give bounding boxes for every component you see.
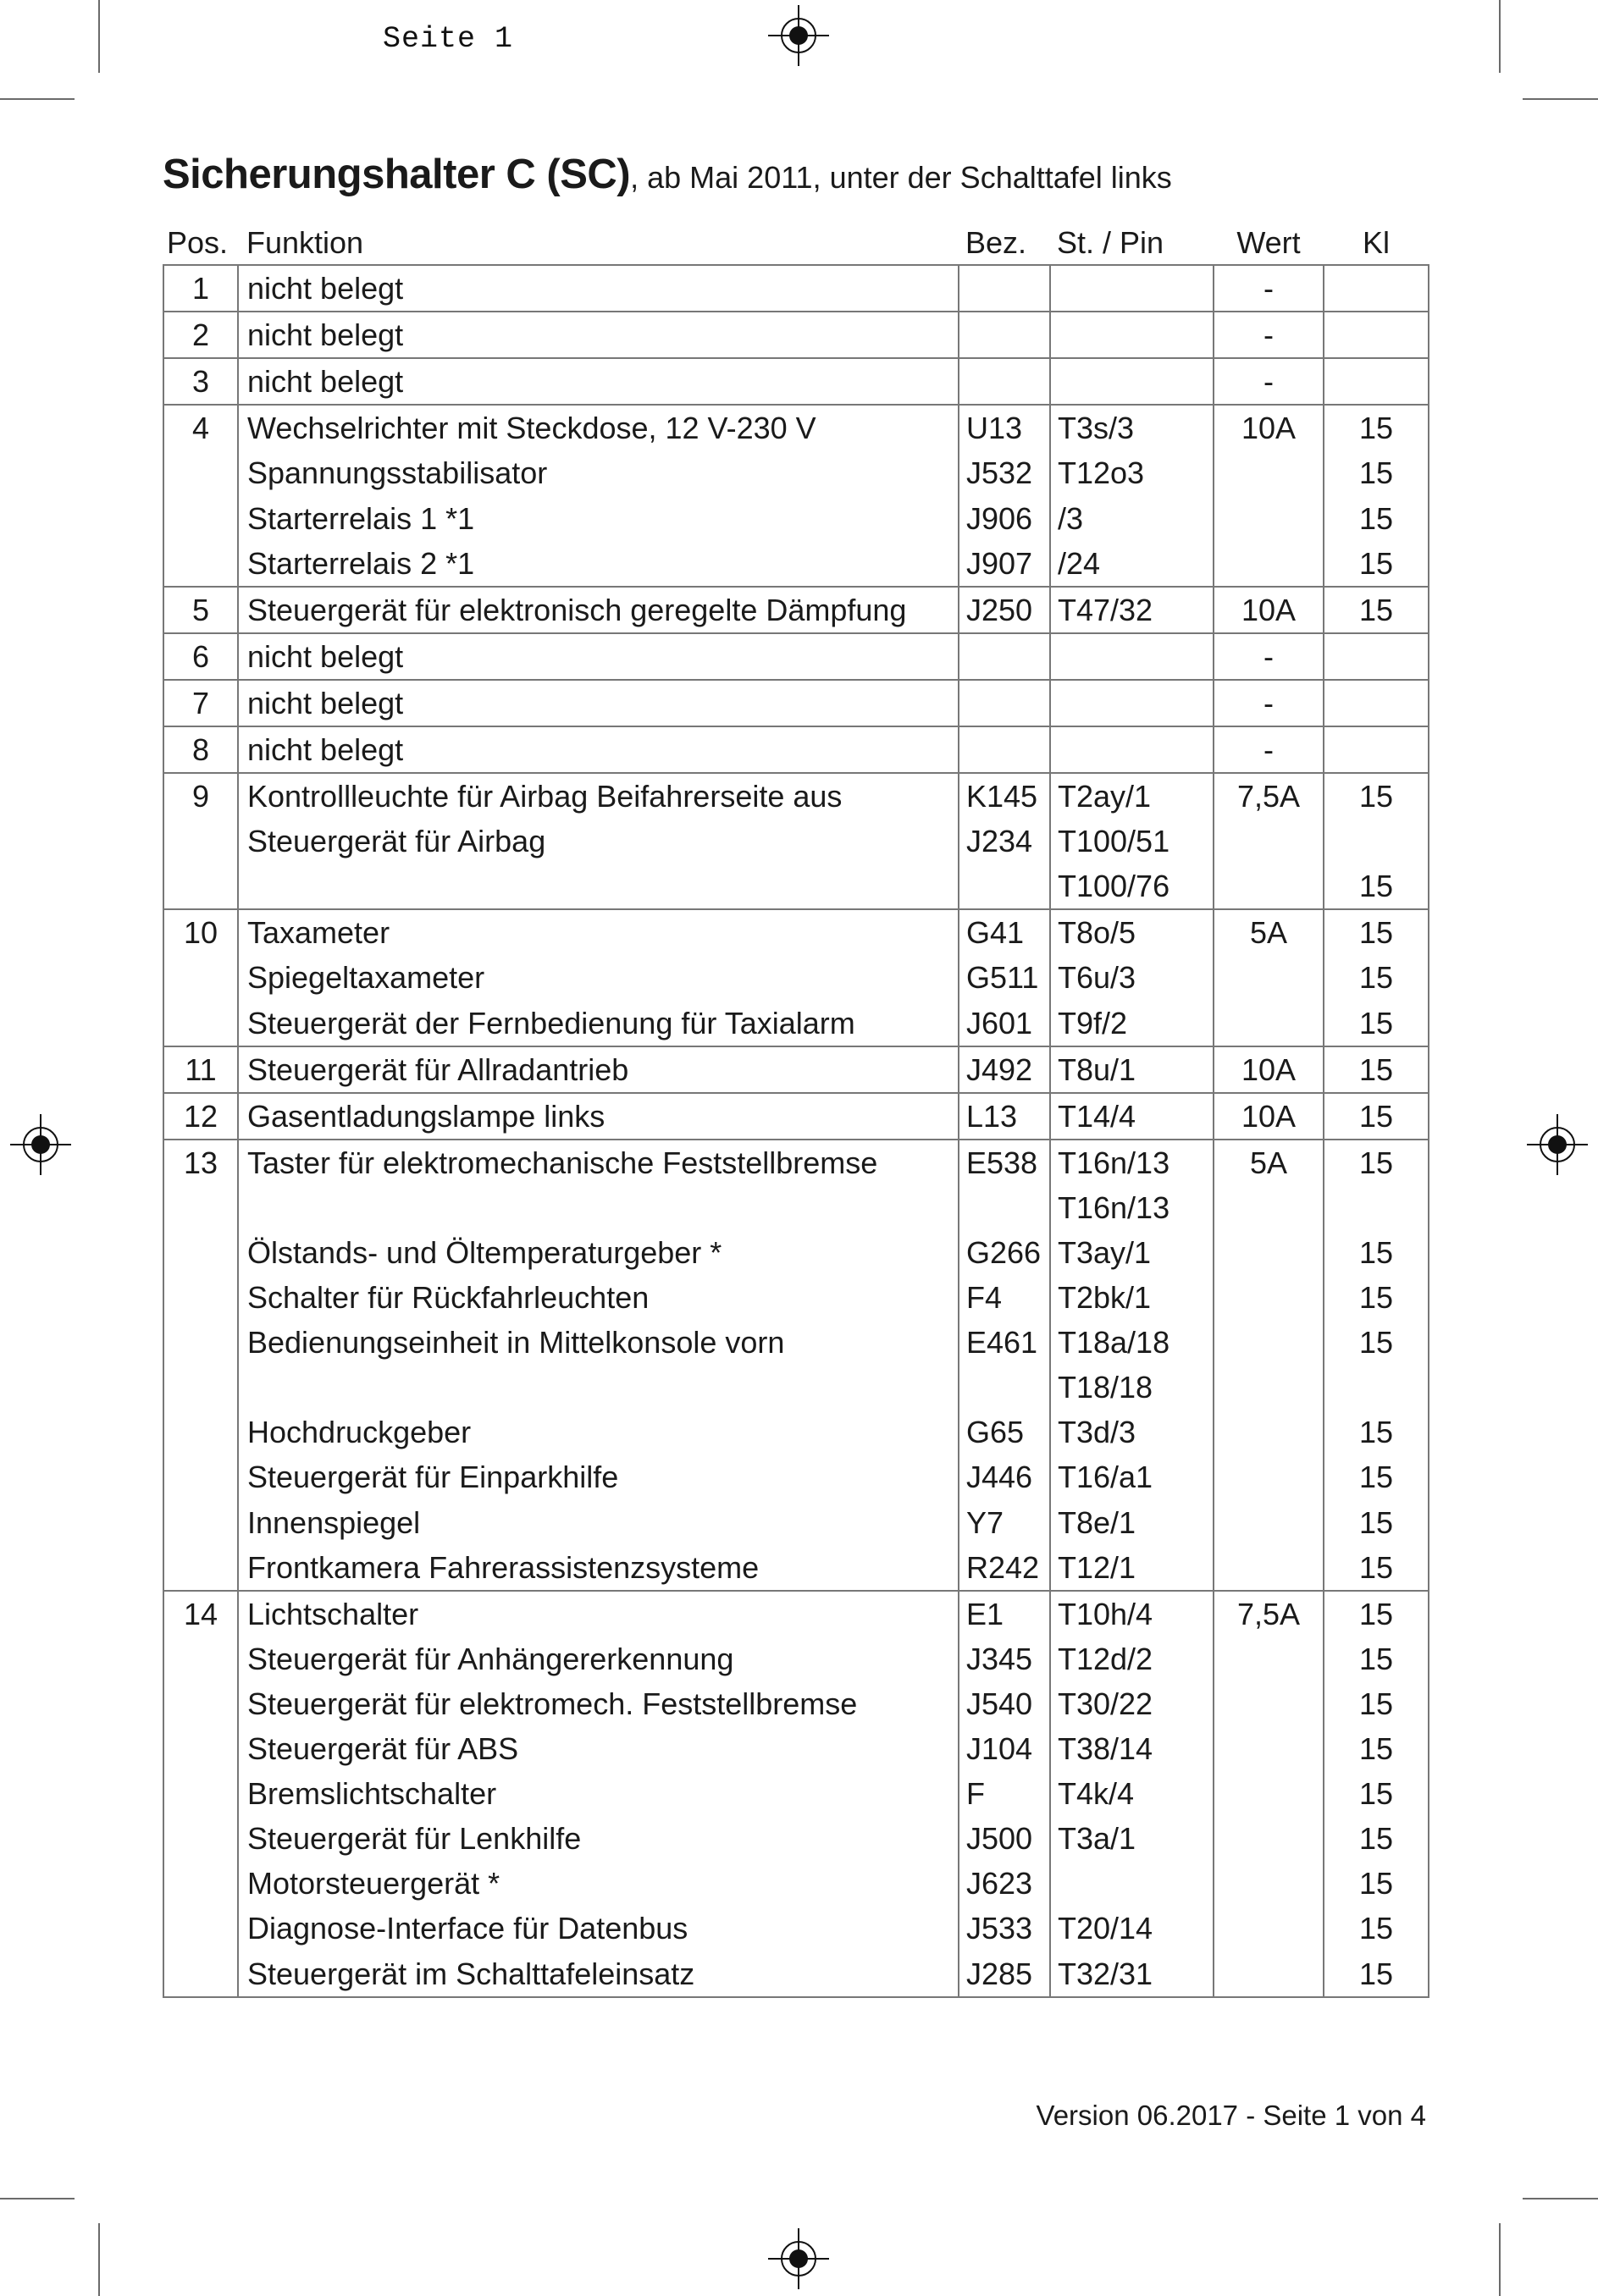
cell-wert: 5A xyxy=(1214,1140,1324,1185)
table-row xyxy=(163,358,1429,405)
cell-bez: E1 xyxy=(959,1591,1050,1636)
cell-funktion: Steuergerät der Fernbedienung für Taxialarm xyxy=(238,1001,959,1046)
cell-bez: J492 xyxy=(959,1046,1050,1093)
cell-pin: T3s/3 xyxy=(1050,405,1214,450)
cell-pos xyxy=(163,450,238,495)
cell-funktion: Hochdruckgeber xyxy=(238,1410,959,1454)
cell-funktion: Steuergerät für elektromech. Feststellbremse xyxy=(238,1681,959,1726)
cell-pos xyxy=(163,955,238,1000)
cell-kl xyxy=(1324,312,1429,358)
cell-bez: G41 xyxy=(959,909,1050,955)
cell-pos: 13 xyxy=(163,1140,238,1185)
cell-pin xyxy=(1050,312,1214,358)
cell-kl xyxy=(1324,633,1429,680)
cell-pin: T100/51 xyxy=(1050,819,1214,864)
cell-funktion: nicht belegt xyxy=(238,312,959,358)
cell-kl: 15 xyxy=(1324,955,1429,1000)
cell-wert xyxy=(1214,1410,1324,1454)
cell-pos: 1 xyxy=(163,265,238,312)
cell-pos xyxy=(163,1500,238,1545)
cell-pos xyxy=(163,1230,238,1275)
crop-mark xyxy=(0,2198,75,2199)
column-header-pin: St. / Pin xyxy=(1057,225,1164,260)
cell-wert xyxy=(1214,1906,1324,1951)
cell-pin: /24 xyxy=(1050,541,1214,587)
fuse-table xyxy=(163,222,1429,1998)
cell-pos xyxy=(163,1816,238,1861)
cell-bez: J533 xyxy=(959,1906,1050,1951)
cell-funktion: Lichtschalter xyxy=(238,1591,959,1636)
cell-kl: 15 xyxy=(1324,1140,1429,1185)
cell-kl: 15 xyxy=(1324,1951,1429,1996)
cell-wert: - xyxy=(1214,358,1324,405)
cell-wert xyxy=(1214,495,1324,540)
cell-kl: 15 xyxy=(1324,450,1429,495)
table-row xyxy=(163,1771,1429,1816)
cell-pos: 8 xyxy=(163,726,238,773)
cell-bez xyxy=(959,726,1050,773)
cell-pin: T20/14 xyxy=(1050,1906,1214,1951)
page-title xyxy=(163,151,1172,198)
table-row xyxy=(163,450,1429,495)
table-row xyxy=(163,633,1429,680)
cell-bez xyxy=(959,312,1050,358)
column-header-kl: Kl xyxy=(1362,225,1390,260)
cell-pos xyxy=(163,1275,238,1320)
cell-kl xyxy=(1324,358,1429,405)
table-row xyxy=(163,1410,1429,1454)
crop-mark xyxy=(1499,0,1501,73)
registration-crosshair-icon xyxy=(768,2228,829,2289)
table-row xyxy=(163,909,1429,955)
cell-bez: J104 xyxy=(959,1726,1050,1771)
cell-pos: 6 xyxy=(163,633,238,680)
cell-wert: 10A xyxy=(1214,405,1324,450)
cell-bez: J285 xyxy=(959,1951,1050,1996)
cell-pin: T12o3 xyxy=(1050,450,1214,495)
cell-kl: 15 xyxy=(1324,1906,1429,1951)
cell-pos xyxy=(163,1454,238,1499)
cell-wert xyxy=(1214,864,1324,909)
cell-bez: G266 xyxy=(959,1230,1050,1275)
cell-pos: 5 xyxy=(163,587,238,633)
cell-pin: T18/18 xyxy=(1050,1365,1214,1410)
cell-wert xyxy=(1214,450,1324,495)
cell-wert: 10A xyxy=(1214,587,1324,633)
cell-wert: - xyxy=(1214,726,1324,773)
cell-kl: 15 xyxy=(1324,1275,1429,1320)
crop-mark xyxy=(98,0,100,73)
cell-kl: 15 xyxy=(1324,495,1429,540)
cell-pos xyxy=(163,1185,238,1230)
cell-pos xyxy=(163,1771,238,1816)
cell-wert xyxy=(1214,1545,1324,1591)
cell-bez: J250 xyxy=(959,587,1050,633)
cell-bez: J540 xyxy=(959,1681,1050,1726)
cell-pin: T18a/18 xyxy=(1050,1320,1214,1365)
cell-funktion: Schalter für Rückfahrleuchten xyxy=(238,1275,959,1320)
cell-pin: T30/22 xyxy=(1050,1681,1214,1726)
cell-bez: J234 xyxy=(959,819,1050,864)
cell-bez: K145 xyxy=(959,773,1050,819)
cell-kl: 15 xyxy=(1324,1230,1429,1275)
cell-kl: 15 xyxy=(1324,1093,1429,1140)
table-row xyxy=(163,312,1429,358)
cell-wert xyxy=(1214,1681,1324,1726)
cell-wert xyxy=(1214,1500,1324,1545)
cell-pin: T8e/1 xyxy=(1050,1500,1214,1545)
cell-wert xyxy=(1214,1230,1324,1275)
cell-bez: J623 xyxy=(959,1861,1050,1906)
cell-funktion: Bedienungseinheit in Mittelkonsole vorn xyxy=(238,1320,959,1365)
table-row xyxy=(163,1454,1429,1499)
cell-kl: 15 xyxy=(1324,405,1429,450)
cell-pos xyxy=(163,1410,238,1454)
cell-kl: 15 xyxy=(1324,1454,1429,1499)
cell-funktion xyxy=(238,1185,959,1230)
crop-mark xyxy=(0,98,75,100)
cell-wert: 10A xyxy=(1214,1093,1324,1140)
cell-wert: - xyxy=(1214,680,1324,726)
cell-pos xyxy=(163,541,238,587)
cell-pos xyxy=(163,1861,238,1906)
cell-pin: T8o/5 xyxy=(1050,909,1214,955)
cell-wert: 7,5A xyxy=(1214,773,1324,819)
cell-kl: 15 xyxy=(1324,864,1429,909)
cell-pos: 10 xyxy=(163,909,238,955)
table-row xyxy=(163,1636,1429,1681)
cell-pin: T3ay/1 xyxy=(1050,1230,1214,1275)
cell-pin xyxy=(1050,1861,1214,1906)
cell-kl xyxy=(1324,819,1429,864)
cell-funktion xyxy=(238,1365,959,1410)
cell-kl: 15 xyxy=(1324,541,1429,587)
cell-wert: - xyxy=(1214,633,1324,680)
cell-kl: 15 xyxy=(1324,773,1429,819)
cell-kl: 15 xyxy=(1324,1500,1429,1545)
cell-wert xyxy=(1214,1861,1324,1906)
cell-wert xyxy=(1214,1185,1324,1230)
cell-pos: 12 xyxy=(163,1093,238,1140)
cell-kl: 15 xyxy=(1324,1816,1429,1861)
cell-wert xyxy=(1214,1365,1324,1410)
cell-funktion: Steuergerät für Allradantrieb xyxy=(238,1046,959,1093)
cell-pin xyxy=(1050,358,1214,405)
cell-wert: 7,5A xyxy=(1214,1591,1324,1636)
column-header-pos: Pos. xyxy=(167,225,229,260)
cell-wert: 5A xyxy=(1214,909,1324,955)
cell-pos xyxy=(163,1320,238,1365)
cell-pin xyxy=(1050,633,1214,680)
cell-pos xyxy=(163,1545,238,1591)
cell-pin: T10h/4 xyxy=(1050,1591,1214,1636)
cell-wert: 10A xyxy=(1214,1046,1324,1093)
cell-funktion: Steuergerät für Einparkhilfe xyxy=(238,1454,959,1499)
cell-kl xyxy=(1324,1185,1429,1230)
table-row xyxy=(163,726,1429,773)
cell-funktion: Steuergerät für ABS xyxy=(238,1726,959,1771)
cell-pos: 3 xyxy=(163,358,238,405)
table-row xyxy=(163,1816,1429,1861)
cell-funktion: Innenspiegel xyxy=(238,1500,959,1545)
cell-kl: 15 xyxy=(1324,1636,1429,1681)
cell-funktion: Starterrelais 2 *1 xyxy=(238,541,959,587)
cell-pin: T2bk/1 xyxy=(1050,1275,1214,1320)
cell-pin: T16n/13 xyxy=(1050,1185,1214,1230)
cell-funktion: Ölstands- und Öltemperaturgeber * xyxy=(238,1230,959,1275)
cell-wert xyxy=(1214,1636,1324,1681)
cell-funktion: Gasentladungslampe links xyxy=(238,1093,959,1140)
cell-pin: T14/4 xyxy=(1050,1093,1214,1140)
column-header-wert: Wert xyxy=(1236,225,1301,260)
cell-wert xyxy=(1214,1320,1324,1365)
table-row xyxy=(163,1001,1429,1046)
cell-bez: U13 xyxy=(959,405,1050,450)
cell-kl: 15 xyxy=(1324,1726,1429,1771)
cell-pin: T12/1 xyxy=(1050,1545,1214,1591)
cell-funktion: nicht belegt xyxy=(238,726,959,773)
cell-pin xyxy=(1050,680,1214,726)
cell-pos xyxy=(163,1681,238,1726)
cell-pos: 2 xyxy=(163,312,238,358)
cell-kl: 15 xyxy=(1324,587,1429,633)
cell-wert xyxy=(1214,1816,1324,1861)
footer-version: Version 06.2017 - Seite 1 von 4 xyxy=(1036,2100,1426,2131)
table-row xyxy=(163,1951,1429,1996)
table-row xyxy=(163,1185,1429,1230)
table-row xyxy=(163,1681,1429,1726)
cell-wert xyxy=(1214,1726,1324,1771)
table-row xyxy=(163,1275,1429,1320)
cell-wert: - xyxy=(1214,312,1324,358)
cell-kl xyxy=(1324,726,1429,773)
cell-pos xyxy=(163,1726,238,1771)
cell-bez: F4 xyxy=(959,1275,1050,1320)
table-row xyxy=(163,587,1429,633)
cell-kl: 15 xyxy=(1324,1591,1429,1636)
cell-funktion: Steuergerät im Schalttafeleinsatz xyxy=(238,1951,959,1996)
cell-kl: 15 xyxy=(1324,1320,1429,1365)
crop-mark xyxy=(1523,98,1598,100)
registration-crosshair-icon xyxy=(1527,1114,1588,1175)
cell-bez: G511 xyxy=(959,955,1050,1000)
table-header-row xyxy=(163,222,1429,265)
cell-bez xyxy=(959,1365,1050,1410)
cell-wert xyxy=(1214,955,1324,1000)
page-header-label: Seite 1 xyxy=(383,22,514,56)
cell-kl: 15 xyxy=(1324,1771,1429,1816)
cell-funktion: Starterrelais 1 *1 xyxy=(238,495,959,540)
cell-funktion: Kontrollleuchte für Airbag Beifahrerseite aus xyxy=(238,773,959,819)
cell-funktion: Spannungsstabilisator xyxy=(238,450,959,495)
cell-funktion: Spiegeltaxameter xyxy=(238,955,959,1000)
cell-funktion: nicht belegt xyxy=(238,680,959,726)
cell-pin: T3a/1 xyxy=(1050,1816,1214,1861)
cell-bez xyxy=(959,633,1050,680)
cell-kl: 15 xyxy=(1324,1046,1429,1093)
cell-pin: T100/76 xyxy=(1050,864,1214,909)
cell-pin xyxy=(1050,726,1214,773)
table-row xyxy=(163,1320,1429,1365)
cell-funktion: nicht belegt xyxy=(238,358,959,405)
cell-pos xyxy=(163,1365,238,1410)
table-row xyxy=(163,1861,1429,1906)
column-header-bez: Bez. xyxy=(965,225,1027,260)
table-row xyxy=(163,773,1429,819)
table-row xyxy=(163,1591,1429,1636)
cell-pos: 14 xyxy=(163,1591,238,1636)
table-row xyxy=(163,541,1429,587)
cell-pin: T47/32 xyxy=(1050,587,1214,633)
cell-pin: T2ay/1 xyxy=(1050,773,1214,819)
cell-bez: J532 xyxy=(959,450,1050,495)
cell-kl: 15 xyxy=(1324,1410,1429,1454)
table-row xyxy=(163,1365,1429,1410)
table-row xyxy=(163,495,1429,540)
cell-funktion: Frontkamera Fahrerassistenzsysteme xyxy=(238,1545,959,1591)
cell-funktion: Taster für elektromechanische Feststellbremse xyxy=(238,1140,959,1185)
table-row xyxy=(163,1906,1429,1951)
cell-kl xyxy=(1324,265,1429,312)
cell-kl: 15 xyxy=(1324,1681,1429,1726)
cell-bez: E461 xyxy=(959,1320,1050,1365)
cell-wert xyxy=(1214,1001,1324,1046)
table-body xyxy=(163,265,1429,1997)
cell-wert xyxy=(1214,1771,1324,1816)
cell-bez: E538 xyxy=(959,1140,1050,1185)
cell-bez: J906 xyxy=(959,495,1050,540)
cell-bez xyxy=(959,265,1050,312)
table-row xyxy=(163,864,1429,909)
cell-wert: - xyxy=(1214,265,1324,312)
cell-pos xyxy=(163,1906,238,1951)
table-row xyxy=(163,955,1429,1000)
cell-funktion: Bremslichtschalter xyxy=(238,1771,959,1816)
cell-pos: 4 xyxy=(163,405,238,450)
table-row xyxy=(163,1726,1429,1771)
crop-mark xyxy=(1523,2198,1598,2199)
cell-funktion: nicht belegt xyxy=(238,633,959,680)
registration-crosshair-icon xyxy=(768,5,829,66)
cell-bez: J907 xyxy=(959,541,1050,587)
cell-pin xyxy=(1050,265,1214,312)
cell-funktion: Diagnose-Interface für Datenbus xyxy=(238,1906,959,1951)
cell-bez xyxy=(959,680,1050,726)
cell-pos xyxy=(163,1001,238,1046)
registration-crosshair-icon xyxy=(10,1114,71,1175)
cell-wert xyxy=(1214,1275,1324,1320)
cell-pin: T16/a1 xyxy=(1050,1454,1214,1499)
cell-pos xyxy=(163,819,238,864)
table-row xyxy=(163,1046,1429,1093)
cell-bez: F xyxy=(959,1771,1050,1816)
table-row xyxy=(163,819,1429,864)
cell-funktion: Taxameter xyxy=(238,909,959,955)
cell-kl xyxy=(1324,680,1429,726)
cell-pin: T9f/2 xyxy=(1050,1001,1214,1046)
table-row xyxy=(163,1230,1429,1275)
cell-wert xyxy=(1214,819,1324,864)
cell-pin: T6u/3 xyxy=(1050,955,1214,1000)
cell-pin: T3d/3 xyxy=(1050,1410,1214,1454)
cell-pos: 7 xyxy=(163,680,238,726)
cell-bez: J601 xyxy=(959,1001,1050,1046)
cell-funktion: nicht belegt xyxy=(238,265,959,312)
cell-funktion: Motorsteuergerät * xyxy=(238,1861,959,1906)
title-subtitle: , ab Mai 2011, unter der Schalttafel links xyxy=(630,160,1172,195)
cell-wert xyxy=(1214,1951,1324,1996)
column-header-funktion: Funktion xyxy=(246,225,364,260)
cell-pos xyxy=(163,495,238,540)
cell-kl: 15 xyxy=(1324,1861,1429,1906)
cell-kl: 15 xyxy=(1324,1001,1429,1046)
cell-pos: 11 xyxy=(163,1046,238,1093)
cell-wert xyxy=(1214,1454,1324,1499)
cell-funktion xyxy=(238,864,959,909)
cell-funktion: Steuergerät für Lenkhilfe xyxy=(238,1816,959,1861)
cell-pin: T38/14 xyxy=(1050,1726,1214,1771)
table-row xyxy=(163,1093,1429,1140)
cell-funktion: Steuergerät für elektronisch geregelte Dämpfung xyxy=(238,587,959,633)
table-row xyxy=(163,265,1429,312)
cell-pos xyxy=(163,1636,238,1681)
cell-pin: T16n/13 xyxy=(1050,1140,1214,1185)
cell-pin: /3 xyxy=(1050,495,1214,540)
cell-kl xyxy=(1324,1365,1429,1410)
cell-bez xyxy=(959,864,1050,909)
cell-bez: G65 xyxy=(959,1410,1050,1454)
cell-bez: J345 xyxy=(959,1636,1050,1681)
cell-pos: 9 xyxy=(163,773,238,819)
cell-bez xyxy=(959,1185,1050,1230)
cell-bez: J446 xyxy=(959,1454,1050,1499)
cell-funktion: Steuergerät für Anhängererkennung xyxy=(238,1636,959,1681)
cell-bez xyxy=(959,358,1050,405)
cell-bez: R242 xyxy=(959,1545,1050,1591)
cell-bez: L13 xyxy=(959,1093,1050,1140)
cell-kl: 15 xyxy=(1324,909,1429,955)
table-row xyxy=(163,1500,1429,1545)
cell-bez: Y7 xyxy=(959,1500,1050,1545)
title-bold: Sicherungshalter C (SC) xyxy=(163,152,631,197)
cell-funktion: Wechselrichter mit Steckdose, 12 V-230 V xyxy=(238,405,959,450)
crop-mark xyxy=(1499,2223,1501,2296)
cell-wert xyxy=(1214,541,1324,587)
cell-pin: T4k/4 xyxy=(1050,1771,1214,1816)
crop-mark xyxy=(98,2223,100,2296)
cell-funktion: Steuergerät für Airbag xyxy=(238,819,959,864)
cell-bez: J500 xyxy=(959,1816,1050,1861)
cell-pos xyxy=(163,1951,238,1996)
cell-kl: 15 xyxy=(1324,1545,1429,1591)
cell-pin: T12d/2 xyxy=(1050,1636,1214,1681)
table-row xyxy=(163,680,1429,726)
table-row xyxy=(163,1140,1429,1185)
table-row xyxy=(163,1545,1429,1591)
table-row xyxy=(163,405,1429,450)
cell-pos xyxy=(163,864,238,909)
cell-pin: T32/31 xyxy=(1050,1951,1214,1996)
cell-pin: T8u/1 xyxy=(1050,1046,1214,1093)
